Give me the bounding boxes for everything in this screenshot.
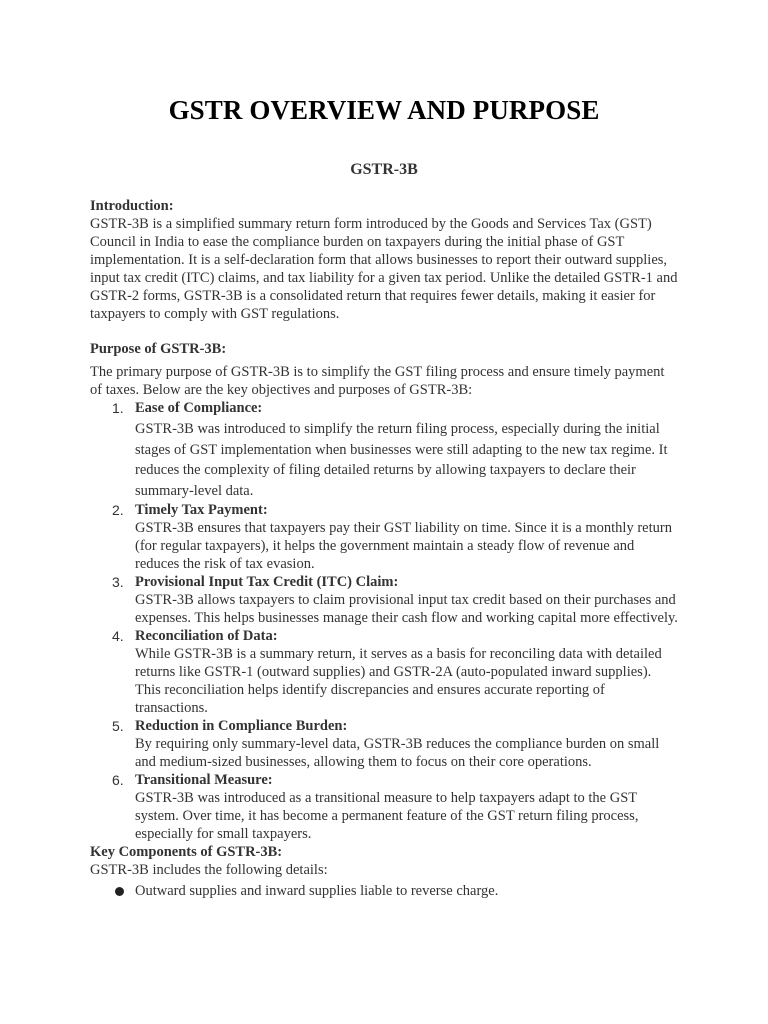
objective-body: While GSTR-3B is a summary return, it serves as a basis for reconciling data with detailed returns like GSTR-1 (outward supplies) and GSTR-2A (auto-populated inward supplies). This reconciliation helps identify discrepancies and ensures accurate reporting of transactions.: [135, 646, 662, 716]
bullet-icon: [115, 887, 124, 896]
components-text: GSTR-3B includes the following details:: [90, 862, 328, 878]
list-number: 6.: [112, 772, 124, 788]
list-number: 3.: [112, 574, 124, 590]
components-section: [90, 843, 678, 900]
objective-item: [90, 501, 678, 573]
purpose-text: The primary purpose of GSTR-3B is to simplify the GST filing process and ensure timely payment of taxes. Below are the key objectives and purposes of GSTR-3B:: [90, 364, 665, 398]
component-item: [90, 882, 678, 900]
objective-item: [90, 771, 678, 843]
objective-body: GSTR-3B was introduced as a transitional measure to help taxpayers adapt to the GST system. Over time, it has become a permanent feature of the GST return filing process, especially for small taxpayers.: [135, 790, 639, 842]
introduction-section: [90, 197, 678, 323]
list-number: 2.: [112, 502, 124, 518]
objective-item: [90, 399, 678, 501]
components-heading: Key Components of GSTR-3B:: [90, 844, 283, 860]
list-number: 4.: [112, 628, 124, 644]
objective-title: Reconciliation of Data:: [135, 628, 278, 644]
objective-item: [90, 717, 678, 771]
list-number: 5.: [112, 718, 124, 734]
introduction-heading: Introduction:: [90, 198, 174, 214]
list-number: 1.: [112, 400, 124, 416]
objective-item: [90, 573, 678, 627]
objective-body: By requiring only summary-level data, GSTR-3B reduces the compliance burden on small and medium-sized businesses, allowing them to focus on their core operations.: [135, 736, 660, 770]
objective-body: GSTR-3B ensures that taxpayers pay their GST liability on time. Since it is a monthly return (for regular taxpayers), it helps the government maintain a steady flow of revenue and reduces the risk of tax evasion.: [135, 520, 672, 572]
objectives-list: [90, 399, 678, 843]
objective-title: Ease of Compliance:: [135, 400, 263, 416]
components-list: [90, 882, 678, 900]
introduction-text: GSTR-3B is a simplified summary return form introduced by the Goods and Services Tax (GST) Council in India to ease the compliance burden on taxpayers during the initial phase of GST implementation. It is a self-declaration form that allows businesses to report their outward supplies, input tax credit (ITC) claims, and tax liability for a given tax period. Unlike the detailed GSTR-1 and GSTR-2 forms, GSTR-3B is a consolidated return that requires fewer details, making it easier for taxpayers to comply with GST regulations.: [90, 216, 678, 322]
objective-title: Timely Tax Payment:: [135, 502, 268, 518]
document-subtitle: GSTR-3B: [350, 161, 418, 178]
objective-title: Provisional Input Tax Credit (ITC) Claim:: [135, 574, 399, 590]
objective-title: Reduction in Compliance Burden:: [135, 718, 348, 734]
objective-title: Transitional Measure:: [135, 772, 273, 788]
objective-body: GSTR-3B was introduced to simplify the return filing process, especially during the initial stages of GST implementation when businesses were still adapting to the new tax regime. It reduces the complexity of filing detailed returns by allowing taxpayers to declare their summary-level data.: [135, 421, 668, 499]
objective-item: [90, 627, 678, 717]
purpose-heading: Purpose of GSTR-3B:: [90, 341, 227, 357]
document-title: GSTR OVERVIEW AND PURPOSE: [168, 95, 600, 125]
objective-body: GSTR-3B allows taxpayers to claim provisional input tax credit based on their purchases and expenses. This helps businesses manage their cash flow and working capital more effectively.: [135, 592, 678, 626]
component-text: Outward supplies and inward supplies liable to reverse charge.: [135, 883, 499, 899]
purpose-section: [90, 340, 678, 843]
